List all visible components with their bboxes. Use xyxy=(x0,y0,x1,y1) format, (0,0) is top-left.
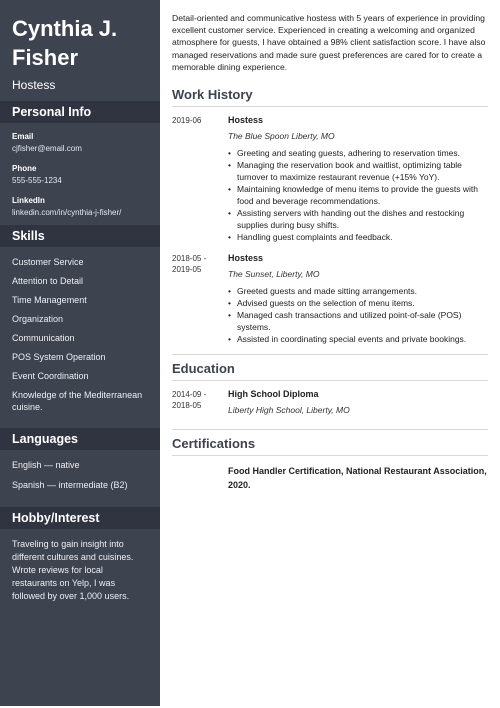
personal-info-section xyxy=(0,123,160,225)
professional-summary: Detail-oriented and communicative hostess with 5 years of experience in providing excellent customer service. Experienced in creating a welcoming and organized atmosphere for guests, I have obtained a 98% client satisfaction score. I have also managed reservations and made sure guest preferences are cared for to create a memorable dining experience. xyxy=(172,13,486,72)
work-history-heading: Work History xyxy=(172,87,488,107)
job-bullet: • Managed cash transactions and utilized point-of-sale (POS) systems. xyxy=(228,309,488,333)
job-bullet: • Greeted guests and made sitting arrangements. xyxy=(228,285,488,297)
skill-item: POS System Operation xyxy=(12,352,106,362)
job-date: 2019-06 xyxy=(172,116,202,126)
name-header xyxy=(0,0,160,101)
language-item: Spanish — intermediate (B2) xyxy=(12,480,128,490)
skills-section xyxy=(0,247,160,428)
job-company: The Blue Spoon Liberty, MO xyxy=(228,131,335,142)
education-date: 2014-09 - 2018-05 xyxy=(172,390,207,411)
candidate-role: Hostess xyxy=(12,78,56,92)
job-bullet: • Greeting and seating guests, adhering to reservation times. xyxy=(228,147,488,159)
education-degree: High School Diploma xyxy=(228,389,319,400)
certifications-heading: Certifications xyxy=(172,436,488,456)
sidebar xyxy=(0,0,160,706)
job-bullet: • Assisting servers with handing out the dishes and restocking supplies during busy shifts. xyxy=(228,207,488,231)
job-entry xyxy=(172,253,488,345)
linkedin-value[interactable]: linkedin.com/in/cynthia-j-fisher/ xyxy=(12,208,122,217)
personal-info-heading: Personal Info xyxy=(0,101,160,123)
email-label: Email xyxy=(12,132,34,141)
skill-item: Knowledge of the Mediterranean cuisine. xyxy=(12,390,143,412)
linkedin-label: LinkedIn xyxy=(12,196,45,205)
section-divider xyxy=(172,429,488,430)
phone-value: 555-555-1234 xyxy=(12,176,62,185)
candidate-name-last: Fisher xyxy=(12,45,79,70)
certification-item: Food Handler Certification, National Restaurant Association, 2020. xyxy=(228,466,487,491)
languages-section xyxy=(0,450,160,507)
education-school: Liberty High School, Liberty, MO xyxy=(228,405,350,416)
education-heading: Education xyxy=(172,361,488,381)
hobby-text: Traveling to gain insight into different cultures and cuisines. Wrote reviews for local restaurants on Yelp, I was followed by over 1,000 users. xyxy=(12,539,134,601)
skill-item: Communication xyxy=(12,333,75,343)
hobby-heading: Hobby/Interest xyxy=(0,507,160,529)
skill-item: Event Coordination xyxy=(12,371,89,381)
skill-item: Time Management xyxy=(12,295,87,305)
job-bullets xyxy=(228,147,488,243)
certification-entry xyxy=(172,464,488,492)
job-bullet: • Handling guest complaints and feedback. xyxy=(228,231,488,243)
job-entry xyxy=(172,115,488,243)
skill-item: Attention to Detail xyxy=(12,276,84,286)
phone-label: Phone xyxy=(12,164,37,173)
job-bullets xyxy=(228,285,488,345)
email-value[interactable]: cjfisher@email.com xyxy=(12,144,82,153)
skill-item: Customer Service xyxy=(12,257,84,267)
skills-heading: Skills xyxy=(0,225,160,247)
education-entry xyxy=(172,389,488,415)
candidate-name-first: Cynthia J. xyxy=(12,16,118,41)
languages-heading: Languages xyxy=(0,428,160,450)
job-bullet: • Managing the reservation book and waitlist, optimizing table turnover to maximize restaurant revenue (+15% YoY). xyxy=(228,159,488,183)
main-content xyxy=(172,12,488,492)
section-divider xyxy=(172,354,488,355)
job-title: Hostess xyxy=(228,253,264,264)
language-item: English — native xyxy=(12,460,80,470)
job-bullet: • Maintaining knowledge of menu items to provide the guests with food and beverage recommendations. xyxy=(228,183,488,207)
skill-item: Organization xyxy=(12,314,64,324)
job-title: Hostess xyxy=(228,115,264,126)
hobby-section xyxy=(0,529,160,611)
job-bullet: • Advised guests on the selection of menu items. xyxy=(228,297,488,309)
job-bullet: • Assisted in coordinating special events and private bookings. xyxy=(228,333,488,345)
job-company: The Sunset, Liberty, MO xyxy=(228,269,320,280)
job-date: 2018-05 - 2019-05 xyxy=(172,254,207,275)
